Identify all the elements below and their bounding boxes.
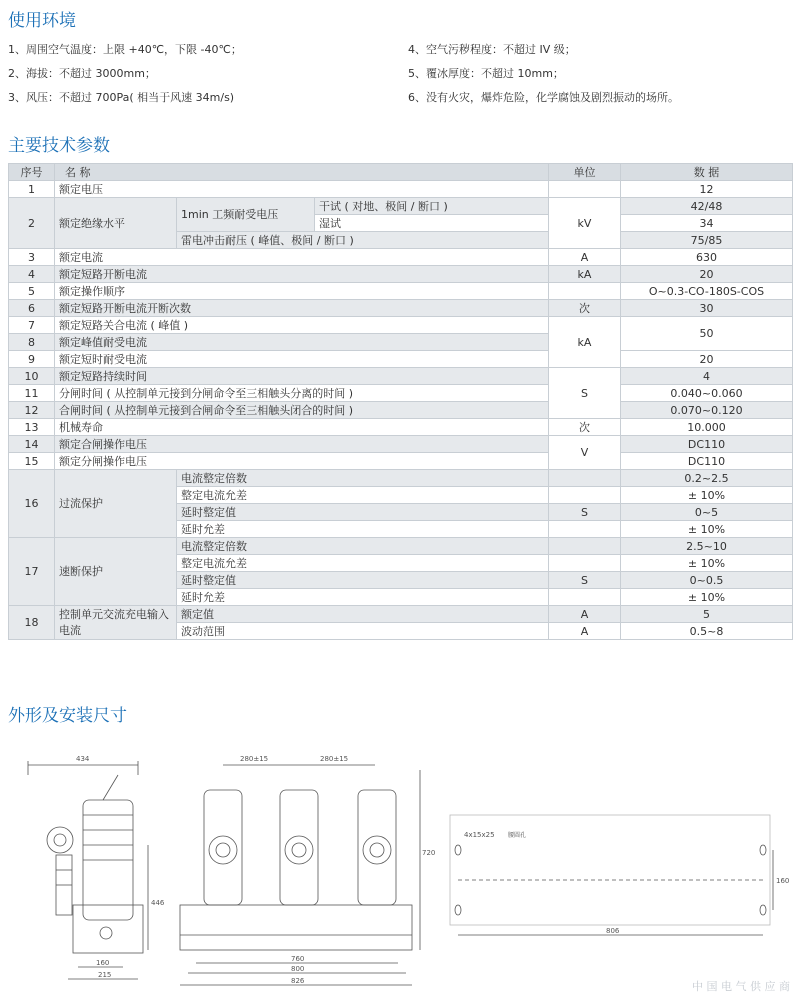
row-name: 机械寿命: [55, 419, 549, 436]
row-name: 额定短路关合电流 ( 峰值 ): [55, 317, 549, 334]
env-item: 1、周围空气温度：上限 +40℃，下限 -40℃；: [8, 43, 242, 56]
dim-label: 腰圆孔: [508, 832, 527, 839]
row-subname: 额定值: [177, 606, 549, 623]
row-value: 34: [621, 215, 793, 232]
table-row: [9, 453, 793, 470]
row-unit: A: [549, 623, 621, 640]
row-no: 7: [9, 317, 55, 334]
row-value: 30: [621, 300, 793, 317]
table-row: [9, 317, 793, 334]
row-name: 额定短时耐受电流: [55, 351, 549, 368]
table-row: [9, 606, 793, 623]
row-name: 过流保护: [55, 470, 177, 538]
row-unit: S: [549, 504, 621, 521]
row-subname: 湿试: [315, 215, 549, 232]
row-value: 0~5: [621, 504, 793, 521]
env-item: 2、海拔：不超过 3000mm；: [8, 67, 156, 80]
row-no: 18: [9, 606, 55, 640]
row-value: 630: [621, 249, 793, 266]
row-value: 5: [621, 606, 793, 623]
row-subname: 延时整定值: [177, 504, 549, 521]
dim-label: 720: [422, 849, 436, 857]
dim-label: 280±15: [240, 755, 269, 763]
row-no: 8: [9, 334, 55, 351]
header-unit: 单位: [549, 164, 621, 181]
front-view-drawing: [180, 755, 435, 985]
row-name: 额定短路开断电流开断次数: [55, 300, 549, 317]
table-row: [9, 419, 793, 436]
row-value: O~0.3-CO-180S-COS: [621, 283, 793, 300]
row-value: 10.000: [621, 419, 793, 436]
header-data: 数 据: [621, 164, 793, 181]
row-unit: kV: [549, 198, 621, 249]
env-list-left: [8, 38, 242, 110]
header-name: 名 称: [55, 164, 549, 181]
row-no: 1: [9, 181, 55, 198]
row-value: ± 10%: [621, 555, 793, 572]
row-value: 42/48: [621, 198, 793, 215]
section-title-specs: 主要技术参数: [8, 136, 110, 156]
row-value: DC110: [621, 453, 793, 470]
row-unit: [549, 487, 621, 504]
dim-label: 160: [776, 877, 790, 885]
row-value: 12: [621, 181, 793, 198]
row-subname: 雷电冲击耐压 ( 峰值、极间 / 断口 ): [177, 232, 549, 249]
row-no: 13: [9, 419, 55, 436]
dim-label: 806: [606, 927, 620, 935]
table-row: [9, 283, 793, 300]
row-name: 额定电压: [55, 181, 549, 198]
row-name: 额定短路开断电流: [55, 266, 549, 283]
mounting-plan-drawing: [450, 815, 789, 935]
row-unit: [549, 521, 621, 538]
table-header-row: [9, 164, 793, 181]
row-name: 速断保护: [55, 538, 177, 606]
env-item: 6、没有火灾，爆炸危险，化学腐蚀及剧烈振动的场所。: [408, 91, 679, 104]
row-no: 3: [9, 249, 55, 266]
row-value: ± 10%: [621, 521, 793, 538]
row-value: 4: [621, 368, 793, 385]
spec-table: [8, 163, 793, 640]
table-row: [9, 470, 793, 487]
row-value: 2.5~10: [621, 538, 793, 555]
table-row: [9, 385, 793, 402]
row-value: ± 10%: [621, 487, 793, 504]
dim-label: 160: [96, 959, 110, 967]
row-value: 0.2~2.5: [621, 470, 793, 487]
row-name: 额定电流: [55, 249, 549, 266]
row-value: 20: [621, 266, 793, 283]
table-row: [9, 436, 793, 453]
dimension-drawings: [8, 745, 792, 995]
row-subname: 电流整定倍数: [177, 538, 549, 555]
row-name: 分闸时间 ( 从控制单元接到分闸命令至三相触头分离的时间 ): [55, 385, 549, 402]
row-unit: A: [549, 249, 621, 266]
row-unit: [549, 283, 621, 300]
header-no: 序号: [9, 164, 55, 181]
env-item: 4、空气污秽程度：不超过 IV 级；: [408, 43, 576, 56]
table-row: [9, 181, 793, 198]
row-value: 75/85: [621, 232, 793, 249]
dim-label: 800: [291, 965, 305, 973]
row-name: 额定合闸操作电压: [55, 436, 549, 453]
row-unit: V: [549, 436, 621, 470]
row-subname: 延时允差: [177, 589, 549, 606]
row-unit: [549, 589, 621, 606]
section-title-environment: 使用环境: [8, 11, 76, 31]
row-subname: 延时允差: [177, 521, 549, 538]
table-row: [9, 538, 793, 555]
row-no: 2: [9, 198, 55, 249]
row-name: 额定峰值耐受电流: [55, 334, 549, 351]
row-no: 4: [9, 266, 55, 283]
row-unit: A: [549, 606, 621, 623]
row-subname: 1min 工频耐受电压: [177, 198, 315, 232]
row-subname: 波动范围: [177, 623, 549, 640]
row-unit: 次: [549, 419, 621, 436]
row-no: 14: [9, 436, 55, 453]
row-value: 0.040~0.060: [621, 385, 793, 402]
table-row: [9, 300, 793, 317]
row-no: 6: [9, 300, 55, 317]
row-no: 10: [9, 368, 55, 385]
row-no: 17: [9, 538, 55, 606]
row-no: 16: [9, 470, 55, 538]
section-title-dimensions: 外形及安装尺寸: [8, 706, 127, 726]
env-list-right: [408, 38, 679, 110]
row-unit: [549, 555, 621, 572]
row-subname: 干试 ( 对地、极间 / 断口 ): [315, 198, 549, 215]
table-row: [9, 368, 793, 385]
row-unit: 次: [549, 300, 621, 317]
row-name: 控制单元交流充电输入电流: [55, 606, 177, 640]
dim-label: 4x15x25: [464, 831, 495, 839]
row-value: ± 10%: [621, 589, 793, 606]
row-subname: 整定电流允差: [177, 555, 549, 572]
row-subname: 整定电流允差: [177, 487, 549, 504]
row-subname: 延时整定值: [177, 572, 549, 589]
dim-label: 434: [76, 755, 90, 763]
row-unit: [549, 538, 621, 555]
row-unit: S: [549, 572, 621, 589]
watermark: 中 国 电 气 供 应 商: [692, 980, 790, 993]
table-row: [9, 351, 793, 368]
row-name: 额定绝缘水平: [55, 198, 177, 249]
row-name: 合闸时间 ( 从控制单元接到合闸命令至三相触头闭合的时间 ): [55, 402, 549, 419]
dim-label: 826: [291, 977, 305, 985]
row-unit: S: [549, 368, 621, 419]
row-name: 额定操作顺序: [55, 283, 549, 300]
dim-label: 215: [98, 971, 112, 979]
row-no: 9: [9, 351, 55, 368]
row-no: 11: [9, 385, 55, 402]
row-value: 0~0.5: [621, 572, 793, 589]
row-value: 50: [621, 317, 793, 351]
row-no: 15: [9, 453, 55, 470]
env-item: 5、覆冰厚度：不超过 10mm；: [408, 67, 564, 80]
dim-label: 760: [291, 955, 305, 963]
row-subname: 电流整定倍数: [177, 470, 549, 487]
env-item: 3、风压：不超过 700Pa( 相当于风速 34m/s): [8, 91, 235, 104]
row-unit: [549, 181, 621, 198]
row-value: 20: [621, 351, 793, 368]
row-no: 5: [9, 283, 55, 300]
row-value: 0.070~0.120: [621, 402, 793, 419]
row-value: 0.5~8: [621, 623, 793, 640]
dim-label: 280±15: [320, 755, 349, 763]
row-name: 额定短路持续时间: [55, 368, 549, 385]
row-no: 12: [9, 402, 55, 419]
row-value: DC110: [621, 436, 793, 453]
row-unit: kA: [549, 317, 621, 368]
row-unit: kA: [549, 266, 621, 283]
row-name: 额定分闸操作电压: [55, 453, 549, 470]
table-row: [9, 249, 793, 266]
table-row: [9, 402, 793, 419]
side-view-drawing: [28, 755, 165, 979]
table-row: [9, 266, 793, 283]
table-row: [9, 198, 793, 215]
row-unit: [549, 470, 621, 487]
dim-label: 446: [151, 899, 165, 907]
